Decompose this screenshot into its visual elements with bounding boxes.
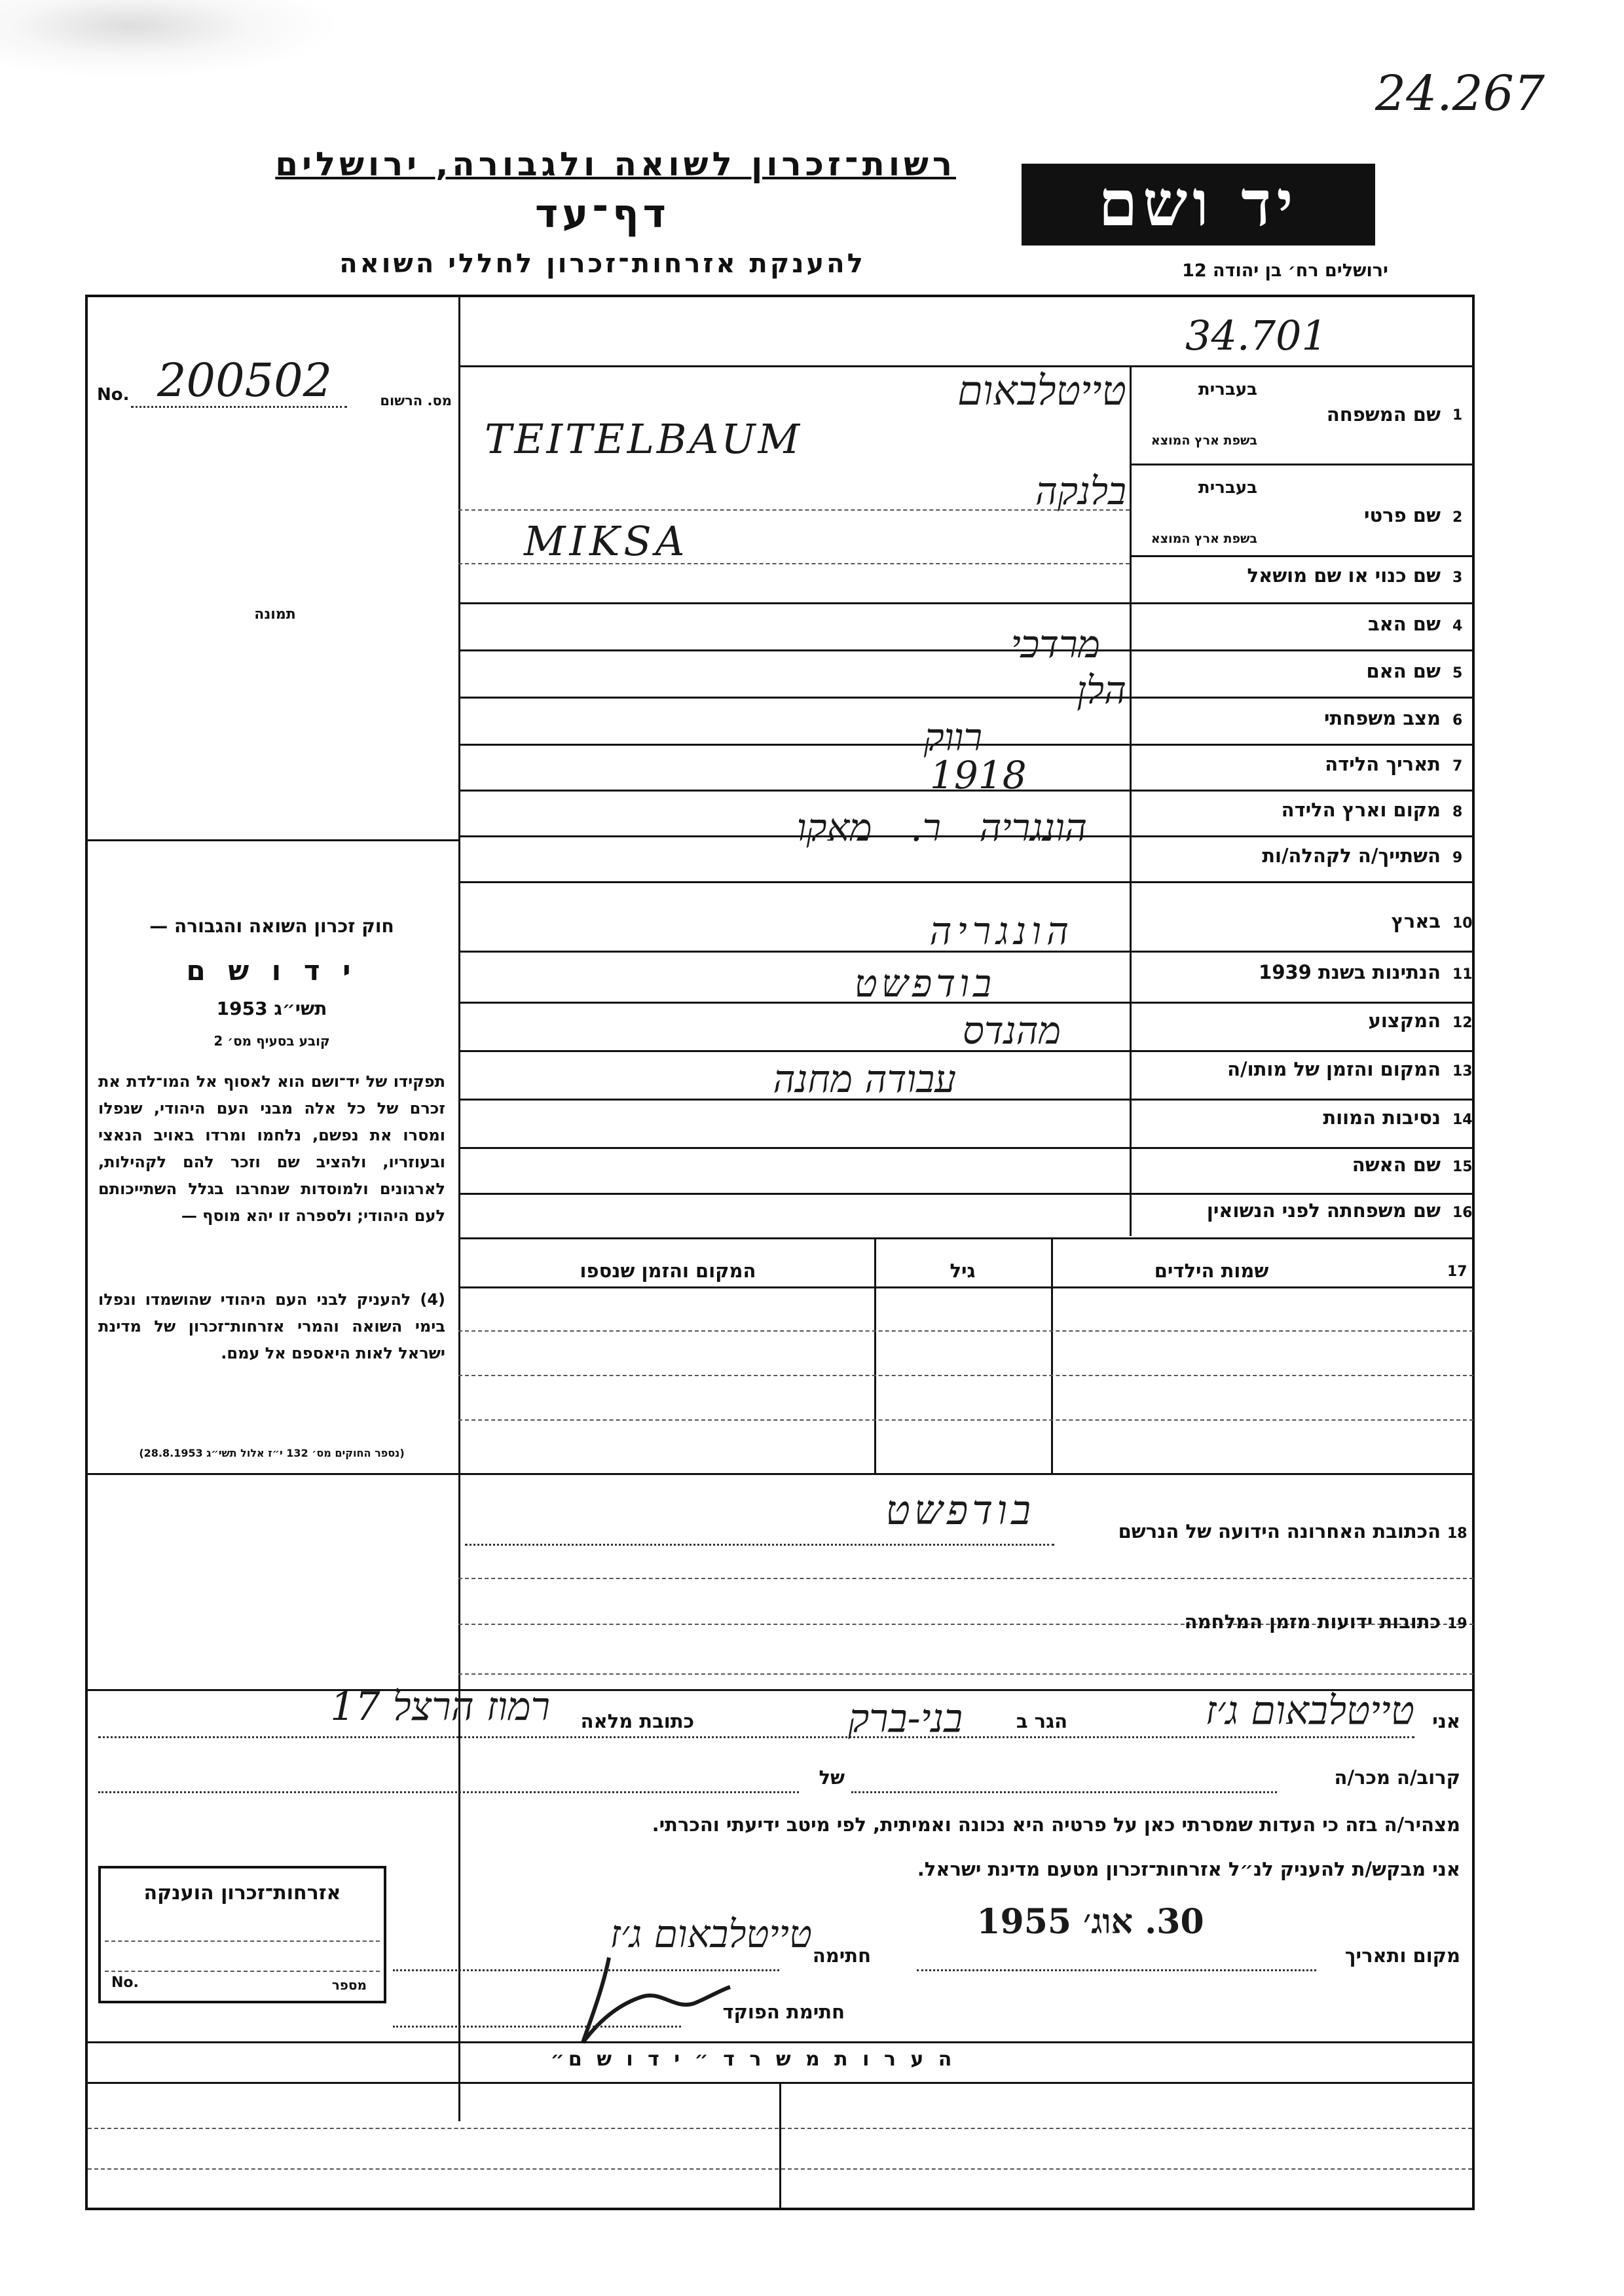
remarks-label: ה ע ר ו ת מ ש ר ד ״ י ד ו ש ם״ — [550, 2048, 956, 2071]
field-5-number: 5 — [1452, 665, 1463, 682]
field-13-value: עבודה מחנה — [773, 1057, 956, 1101]
field-10-value: הונגריה — [929, 909, 1074, 953]
field-11-number: 11 — [1452, 966, 1473, 983]
field-13-label: המקום והזמן של מותו/ה — [1227, 1058, 1441, 1080]
declarant-name: טייטלבאום ג׳ז — [1205, 1688, 1414, 1734]
field-18-value: בודפשט — [885, 1486, 1035, 1534]
certificate-number-label: מספר — [331, 1977, 367, 1993]
form-subtitle: להענקת אזרחות־זכרון לחללי השואה — [339, 249, 866, 279]
field-15-label: שם האשה — [1352, 1154, 1441, 1176]
declarant-city: בני-ברק — [848, 1696, 963, 1741]
registration-label: מס. הרשום — [380, 393, 452, 409]
field-16-label: שם משפחתה לפני הנשואין — [1206, 1199, 1441, 1222]
field-4-number: 4 — [1452, 618, 1463, 634]
field-17-number: 17 — [1447, 1264, 1467, 1280]
field-2-number: 2 — [1452, 509, 1463, 526]
declaration-line-3: אני מבקש/ת להעניק לנ״ל אזרחות־זכרון מטעם מדינת ישראל. — [917, 1858, 1460, 1880]
field-5-label: שם האם — [1366, 660, 1441, 682]
field-14-number: 14 — [1452, 1112, 1473, 1128]
field-11-value: בודפשט — [854, 961, 995, 1006]
full-address-label: כתובת מלאה — [580, 1710, 694, 1732]
no-label: No. — [97, 385, 130, 405]
field-10-number: 10 — [1452, 915, 1473, 932]
law-reference: (נספר החוקים מס׳ 132 י״ז אלול תשי״ג 28.8.1953) — [139, 1447, 405, 1459]
declarant-signature: טייטלבאום ג׳ז — [610, 1912, 812, 1956]
field-13-number: 13 — [1452, 1063, 1473, 1080]
field-16-number: 16 — [1452, 1205, 1473, 1221]
place-date-label: מקום ותאריך — [1344, 1944, 1460, 1967]
field-4-value: מרדכי — [1010, 622, 1100, 666]
certificate-no-label: No. — [111, 1975, 139, 1991]
field-12-number: 12 — [1452, 1015, 1473, 1031]
of-label: של — [819, 1766, 845, 1789]
field-8-value: הונגריה ר. מאקו — [796, 805, 1087, 850]
declarant-address: רמוז הרצל 17 — [330, 1684, 550, 1730]
law-clause: קובע בסעיף מס׳ 2 — [213, 1033, 330, 1049]
declaration-date: 30. אוג׳ 1955 — [976, 1902, 1204, 1942]
field-9-label: השתייך/ה לקהלה/ות — [1262, 845, 1441, 867]
declaration-line-2: מצהיר/ה בזה כי העדות שמסרתי כאן על פרטיה היא נכונה ואמיתית, לפי מיטב ידיעתי והכרתי. — [652, 1813, 1460, 1836]
field-5-value: הלן — [1077, 668, 1126, 712]
field-8-number: 8 — [1452, 804, 1463, 820]
children-col-names: שמות הילדים — [1154, 1260, 1269, 1282]
resides-label: הגר ב — [1016, 1710, 1067, 1732]
relative-label: קרוב/ה מכר/ה — [1334, 1766, 1460, 1789]
field-18-number: 18 — [1447, 1525, 1467, 1542]
field-1-number: 1 — [1452, 407, 1463, 424]
law-name: י ד ו ש ם — [186, 955, 358, 987]
field-19-label: כתובות ידועות מזמן המלחמה — [1184, 1611, 1441, 1633]
field-6-number: 6 — [1452, 712, 1463, 729]
field-12-value: מהנדס — [962, 1008, 1061, 1053]
field-3-number: 3 — [1452, 570, 1463, 586]
field-19-number: 19 — [1447, 1616, 1467, 1632]
officer-signature-label: חתימת הפוקד — [722, 2001, 845, 2023]
field-15-number: 15 — [1452, 1159, 1473, 1175]
field-1-value-latin: TEITELBAUM — [485, 415, 802, 463]
field-1-sub-hebrew: בעברית — [1198, 380, 1257, 399]
field-10-label: בארץ — [1391, 910, 1441, 932]
field-2-sub-origin: בשפת ארץ המוצא — [1151, 532, 1257, 546]
photo-label: תמונה — [254, 606, 296, 623]
signature-scribble — [563, 1951, 733, 2049]
registration-number: 200502 — [157, 354, 333, 407]
field-6-value: רווק — [923, 715, 982, 759]
field-7-label: תאריך הלידה — [1325, 753, 1441, 775]
field-2-label: שם פרטי — [1363, 504, 1441, 526]
children-col-age: גיל — [950, 1260, 976, 1282]
certificate-title: אזרחות־זכרון הוענקה — [143, 1882, 341, 1904]
field-1-label: שם המשפחה — [1326, 403, 1441, 426]
logo-text: יד ושם — [1098, 166, 1299, 240]
field-3-label: שם כנוי או שם מושאל — [1247, 564, 1441, 587]
field-11-label: הנתינות בשנת 1939 — [1259, 961, 1441, 983]
field-4-label: שם האב — [1367, 613, 1441, 635]
address-line: ירושלים רח׳ בן יהודה 12 — [1182, 261, 1388, 281]
corner-number: 24.267 — [1375, 65, 1545, 122]
law-year: תשי״ג 1953 — [216, 998, 327, 1019]
field-2-value-latin: MIKSA — [524, 517, 689, 565]
scan-noise — [0, 0, 341, 79]
children-col-place: המקום והזמן שנספו — [580, 1260, 756, 1282]
field-18-label: הכתובת האחרונה הידועה של הנרשם — [1118, 1520, 1441, 1542]
law-text-clause4: (4) להעניק לבני העם היהודי שהושמדו ונפלו בימי השואה והמרי אזרחות־זכרון של מדינת ישראל לאות היאספם אל עמם. — [98, 1290, 445, 1362]
law-title: חוק זכרון השואה והגבורה — — [149, 915, 394, 937]
law-text: תפקידו של יד־ושם הוא לאסוף אל המו־לדת את זכרם של כל אלה מבני העם היהודי, שנפלו ומסרו את נפשם, נלחמו ומרדו באויב הנאצי ובעוזריו, ולהציב שם וזכר להם לקהילות, לארגונים ולמוסדות שנחרבו בגלל השתייכותם לעם היהודי; ולספרה זו יהא מוסף — — [98, 1072, 445, 1225]
field-14-label: נסיבות המוות — [1323, 1106, 1441, 1129]
signature-label: חתימה — [812, 1944, 871, 1967]
authority-title: רשות־זכרון לשואה ולגבורה, ירושלים — [275, 145, 956, 183]
field-12-label: המקצוע — [1368, 1010, 1441, 1032]
form-title: דף־עד — [535, 191, 670, 237]
field-1-sub-origin: בשפת ארץ המוצא — [1151, 433, 1257, 448]
declaration-ani: אני — [1432, 1710, 1460, 1732]
field-1-value: טייטלבאום — [957, 367, 1126, 414]
field-2-value: בלנקה — [1035, 469, 1126, 513]
file-number: 34.701 — [1185, 312, 1327, 359]
field-8-label: מקום וארץ הלידה — [1281, 799, 1441, 821]
field-7-value: 1918 — [930, 753, 1027, 797]
field-6-label: מצב משפחתי — [1323, 707, 1441, 729]
field-7-number: 7 — [1452, 758, 1463, 774]
field-9-number: 9 — [1452, 850, 1463, 866]
field-2-sub-hebrew: בעברית — [1198, 478, 1257, 498]
